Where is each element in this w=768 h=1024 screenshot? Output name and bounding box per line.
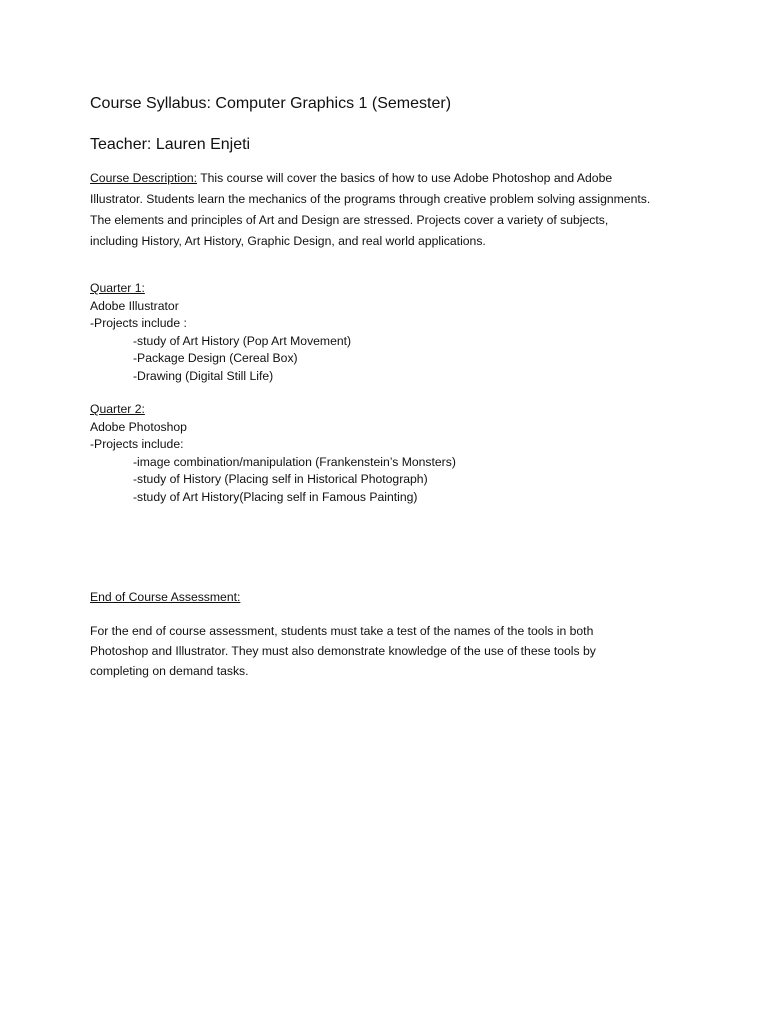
page-title: Course Syllabus: Computer Graphics 1 (Semester) bbox=[90, 95, 452, 112]
description-line: The elements and principles of Art and Design are stressed. Projects cover a variety of subjects, bbox=[90, 213, 609, 227]
quarter-1-projects-label: -Projects include : bbox=[90, 316, 187, 330]
description-first-line bbox=[90, 168, 690, 189]
quarter-2-section bbox=[90, 401, 456, 506]
quarter-2-program: Adobe Photoshop bbox=[90, 419, 187, 434]
quarter-1-heading: Quarter 1: bbox=[90, 281, 145, 295]
assessment-line: Photoshop and Illustrator. They must also demonstrate knowledge of the use of these tools by bbox=[90, 644, 596, 658]
project-item: -study of History (Placing self in Historical Photograph) bbox=[133, 472, 428, 486]
course-description bbox=[90, 168, 690, 252]
quarter-1-section bbox=[90, 280, 351, 385]
project-item: -Package Design (Cereal Box) bbox=[133, 351, 298, 365]
project-item: -Drawing (Digital Still Life) bbox=[133, 368, 274, 383]
assessment-text bbox=[90, 621, 690, 681]
assessment-line: completing on demand tasks. bbox=[90, 664, 249, 678]
project-item: -image combination/manipulation (Frankenstein’s Monsters) bbox=[133, 454, 456, 469]
description-line: Illustrator. Students learn the mechanics of the programs through creative problem solving assignments. bbox=[90, 192, 651, 206]
project-item: -study of Art History(Placing self in Famous Painting) bbox=[133, 489, 418, 504]
description-text: This course will cover the basics of how to use Adobe Photoshop and Adobe bbox=[197, 171, 613, 185]
quarter-1-program: Adobe Illustrator bbox=[90, 298, 179, 313]
assessment-heading: End of Course Assessment: bbox=[90, 590, 241, 604]
quarter-2-heading: Quarter 2: bbox=[90, 402, 145, 416]
assessment-line: For the end of course assessment, students must take a test of the names of the tools in both bbox=[90, 624, 594, 638]
description-label: Course Description: bbox=[90, 171, 198, 185]
teacher-name: Teacher: Lauren Enjeti bbox=[90, 136, 251, 153]
quarter-2-projects-label: -Projects include: bbox=[90, 437, 184, 451]
description-line: including History, Art History, Graphic Design, and real world applications. bbox=[90, 234, 486, 248]
project-item: -study of Art History (Pop Art Movement) bbox=[133, 333, 352, 348]
